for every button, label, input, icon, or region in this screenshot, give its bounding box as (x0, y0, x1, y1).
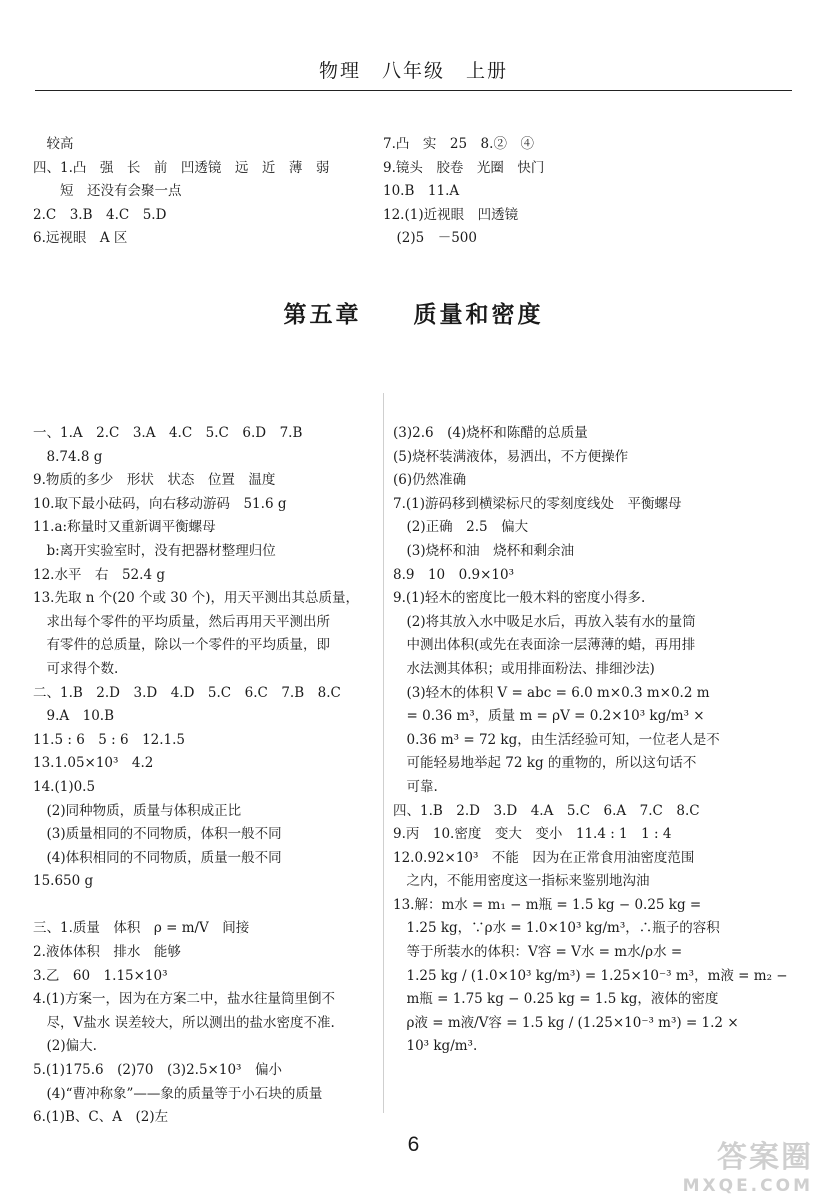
answer-line: 较高 (33, 136, 74, 152)
answer-line: m瓶 = 1.75 kg − 0.25 kg = 1.5 kg，液体的密度 (393, 991, 719, 1008)
page-header: 物理 八年级 上册 (318, 60, 508, 82)
answer-line: 尽，V盐水 误差较大，所以测出的盐水密度不准. (33, 1014, 335, 1031)
column-divider (383, 393, 384, 1113)
answer-line: 9.(1)轻木的密度比一般木料的密度小得多. (393, 590, 646, 607)
header-divider (35, 90, 792, 91)
answer-line: 9.A 10.B (33, 708, 115, 725)
page-number: 6 (407, 1133, 420, 1156)
answer-line: 12.水平 右 52.4 g (33, 566, 165, 583)
answer-line (33, 894, 359, 918)
answer-line: 可能轻易地举起 72 kg 的重物的，所以这句话不 (393, 755, 697, 772)
answer-line: 12.0.92×10³ 不能 因为在正常食用油密度范围 (393, 849, 695, 866)
answer-line: 13.解：m水 = m₁ − m瓶 = 1.5 kg − 0.25 kg = (393, 896, 702, 913)
answer-line: (2)同种物质，质量与体积成正比 (33, 802, 242, 819)
answer-line: 四、1.B 2.D 3.D 4.A 5.C 6.A 7.C 8.C (393, 802, 700, 819)
chapter-title: 第五章 质量和密度 (283, 302, 544, 328)
answer-line: (2)5 －500 (383, 230, 477, 246)
answer-line: 12.(1)近视眼 凹透镜 (383, 206, 519, 223)
answer-line: (5)烧杯装满液体，易洒出，不方便操作 (393, 448, 629, 465)
watermark-logo (683, 1132, 813, 1196)
answer-line: (2)正确 2.5 偏大 (393, 519, 529, 536)
answer-line: 8.9 10 0.9×10³ (393, 566, 515, 583)
top-left-answers (33, 133, 329, 251)
answer-line: b:离开实验室时，没有把器材整理归位 (33, 542, 276, 559)
answer-line: 水法测其体积；或用排面粉法、排细沙法) (393, 660, 655, 677)
top-right-answers (383, 133, 544, 251)
answer-line: 6.(1)B、C、A (2)左 (33, 1109, 169, 1126)
answer-line: 1.25 kg / (1.0×10³ kg/m³) = 1.25×10⁻³ m³，m液 = m₂ − (393, 967, 788, 984)
answer-line: 4.(1)方案一，因为在方案二中，盐水往量筒里倒不 (33, 991, 336, 1008)
answer-line: 11.5 : 6 5 : 6 12.1.5 (33, 731, 186, 748)
answer-line: 可靠. (393, 778, 438, 795)
left-column-answers (33, 422, 359, 1130)
answer-line: 9.镜头 胶卷 光圈 快门 (383, 159, 545, 176)
answer-line: 有零件的总质量，除以一个零件的平均质量，即 (33, 637, 330, 654)
answer-line: 求出每个零件的平均质量，然后再用天平测出所 (33, 613, 330, 630)
answer-line: 14.(1)0.5 (33, 778, 96, 795)
answer-line: (3)轻木的体积 V = abc = 6.0 m×0.3 m×0.2 m (393, 684, 710, 701)
answer-line: (4)“曹冲称象”——象的质量等于小石块的质量 (33, 1085, 323, 1102)
answer-line: 一、1.A 2.C 3.A 4.C 5.C 6.D 7.B (33, 425, 303, 441)
answer-line: (4)体积相同的不同物质，质量一般不同 (33, 849, 282, 866)
answer-line: 6.远视眼 A 区 (33, 230, 128, 246)
answer-line: (2)偏大. (33, 1038, 97, 1055)
answer-line: 9.丙 10.密度 变大 变小 11.4 : 1 1 : 4 (393, 826, 672, 843)
answer-line: (2)将其放入水中吸足水后，再放入装有水的量筒 (393, 613, 696, 630)
right-column-answers (393, 422, 788, 1059)
answer-line: = 0.36 m³，质量 m = ρV = 0.2×10³ kg/m³ × (393, 708, 705, 725)
answer-line: 8.74.8 g (33, 448, 103, 465)
answer-line: 10.取下最小砝码，向右移动游码 51.6 g (33, 495, 287, 512)
answer-line: 三、1.质量 体积 ρ = m/V 间接 (33, 920, 250, 937)
answer-line: (6)仍然准确 (393, 472, 467, 489)
answer-line: (3)烧杯和油 烧杯和剩余油 (393, 542, 575, 559)
answer-line: 5.(1)175.6 (2)70 (3)2.5×10³ 偏小 (33, 1062, 282, 1079)
answer-line: 2.C 3.B 4.C 5.D (33, 206, 167, 223)
answer-line: 0.36 m³ = 72 kg，由生活经验可知，一位老人是不 (393, 731, 720, 748)
answer-line: ρ液 = m液/V容 = 1.5 kg / (1.25×10⁻³ m³) = 1.2 × (393, 1014, 739, 1031)
answer-line: 7.(1)游码移到横梁标尺的零刻度线处 平衡螺母 (393, 495, 682, 512)
answer-line: 二、1.B 2.D 3.D 4.D 5.C 6.C 7.B 8.C (33, 684, 341, 701)
answer-line: (3)质量相同的不同物质，体积一般不同 (33, 826, 282, 843)
answer-line: 10³ kg/m³. (393, 1038, 478, 1055)
answer-line: 10.B 11.A (383, 183, 460, 199)
watermark-url: MXQE.COM (682, 1176, 813, 1196)
answer-line: 中测出体积(或先在表面涂一层薄薄的蜡，再用排 (393, 637, 696, 654)
watermark-text: 答案圈 (717, 1140, 813, 1175)
answer-line: 等于所装水的体积：V容 = V水 = m水/ρ水 = (393, 944, 683, 961)
answer-line: 15.650 g (33, 873, 94, 890)
answer-line: 9.物质的多少 形状 状态 位置 温度 (33, 472, 276, 489)
answer-line: 1.25 kg，∵ρ水 = 1.0×10³ kg/m³，∴瓶子的容积 (393, 920, 720, 937)
answer-line: 之内，不能用密度这一指标来鉴别地沟油 (393, 873, 650, 890)
answer-line: 短 还没有会聚一点 (33, 183, 182, 199)
answer-line: 四、1.凸 强 长 前 凹透镜 远 近 薄 弱 (33, 159, 330, 176)
answer-line: 3.乙 60 1.15×10³ (33, 967, 168, 984)
answer-line: 7.凸 实 25 8.② ④ (383, 136, 534, 152)
answer-line: 13.1.05×10³ 4.2 (33, 755, 154, 772)
answer-line: 11.a:称量时又重新调平衡螺母 (33, 519, 216, 536)
answer-line: 2.液体体积 排水 能够 (33, 944, 181, 961)
answer-line: 13.先取 n 个(20 个或 30 个)，用天平测出其总质量， (33, 590, 360, 607)
answer-line: (3)2.6 (4)烧杯和陈醋的总质量 (393, 425, 588, 441)
answer-line: 可求得个数. (33, 660, 119, 677)
